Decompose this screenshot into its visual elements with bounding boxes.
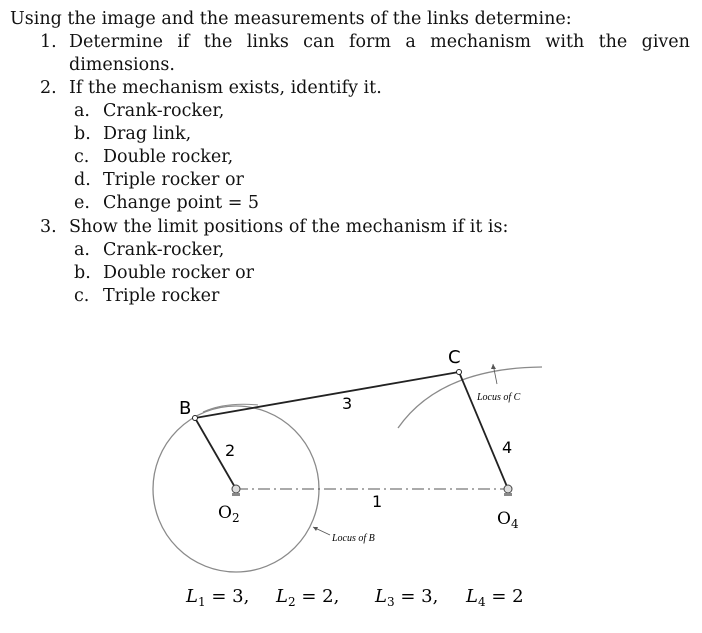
label-c: C bbox=[448, 347, 461, 368]
sub-number: a. bbox=[74, 240, 90, 260]
word: can bbox=[303, 32, 335, 52]
label-link-3: 3 bbox=[342, 394, 353, 413]
item-3-text: Show the limit positions of the mechanism if it is: bbox=[69, 217, 509, 237]
label-o2: $O_2$ bbox=[218, 503, 240, 525]
sub-text: Double rocker or bbox=[103, 263, 255, 283]
sub-number: a. bbox=[74, 101, 90, 121]
pivot-o2-symbol bbox=[232, 485, 240, 496]
problem-intro: Using the image and the measurements of the links determine: bbox=[10, 9, 572, 29]
label-link-4: 4 bbox=[502, 438, 513, 457]
word: a bbox=[405, 32, 416, 52]
label-b: B bbox=[179, 398, 192, 419]
length-l1: $L_1 = 3$, bbox=[186, 586, 250, 609]
item-2-number: 2. bbox=[40, 78, 57, 98]
label-locus-b: Locus of B bbox=[332, 533, 375, 544]
length-l3: $L_3 = 3$, bbox=[375, 586, 439, 609]
length-l4: $L_4 = 2$ bbox=[466, 586, 524, 609]
sub-text: Crank-rocker, bbox=[103, 240, 225, 260]
label-link-1: 1 bbox=[372, 492, 383, 511]
word: the bbox=[598, 32, 628, 52]
sub-number: b. bbox=[74, 263, 91, 283]
word: the bbox=[203, 32, 233, 52]
label-link-2: 2 bbox=[225, 441, 236, 460]
item-2-text: If the mechanism exists, identify it. bbox=[69, 78, 382, 98]
item-1-continuation: dimensions. bbox=[69, 55, 175, 75]
word: with bbox=[545, 32, 585, 52]
sub-text: Triple rocker or bbox=[103, 170, 244, 190]
sub-number: e. bbox=[74, 193, 90, 213]
joint-c bbox=[457, 370, 462, 375]
word: if bbox=[177, 32, 190, 52]
label-o4: $O_4$ bbox=[497, 509, 519, 531]
link-3 bbox=[195, 372, 459, 418]
link-lengths bbox=[185, 586, 524, 609]
sub-number: c. bbox=[74, 286, 90, 306]
pivot-o4-symbol bbox=[504, 485, 512, 496]
label-locus-c: Locus of C bbox=[477, 392, 521, 403]
word: mechanism bbox=[430, 32, 532, 52]
item-1-number: 1. bbox=[40, 32, 57, 52]
word: form bbox=[349, 32, 391, 52]
word: Determine bbox=[69, 32, 163, 52]
length-l2: $L_2 = 2$, bbox=[276, 586, 340, 609]
sub-number: c. bbox=[74, 147, 90, 167]
joint-b bbox=[193, 416, 198, 421]
sub-text: Triple rocker bbox=[103, 286, 220, 306]
item-3-number: 3. bbox=[40, 217, 57, 237]
sub-number: d. bbox=[74, 170, 91, 190]
link-4 bbox=[459, 372, 508, 489]
word: given bbox=[641, 32, 690, 52]
sub-text: Drag link, bbox=[103, 124, 192, 144]
word: links bbox=[246, 32, 289, 52]
sub-text: Double rocker, bbox=[103, 147, 234, 167]
sub-number: b. bbox=[74, 124, 91, 144]
sub-text: Change point = 5 bbox=[103, 193, 260, 213]
sub-text: Crank-rocker, bbox=[103, 101, 225, 121]
